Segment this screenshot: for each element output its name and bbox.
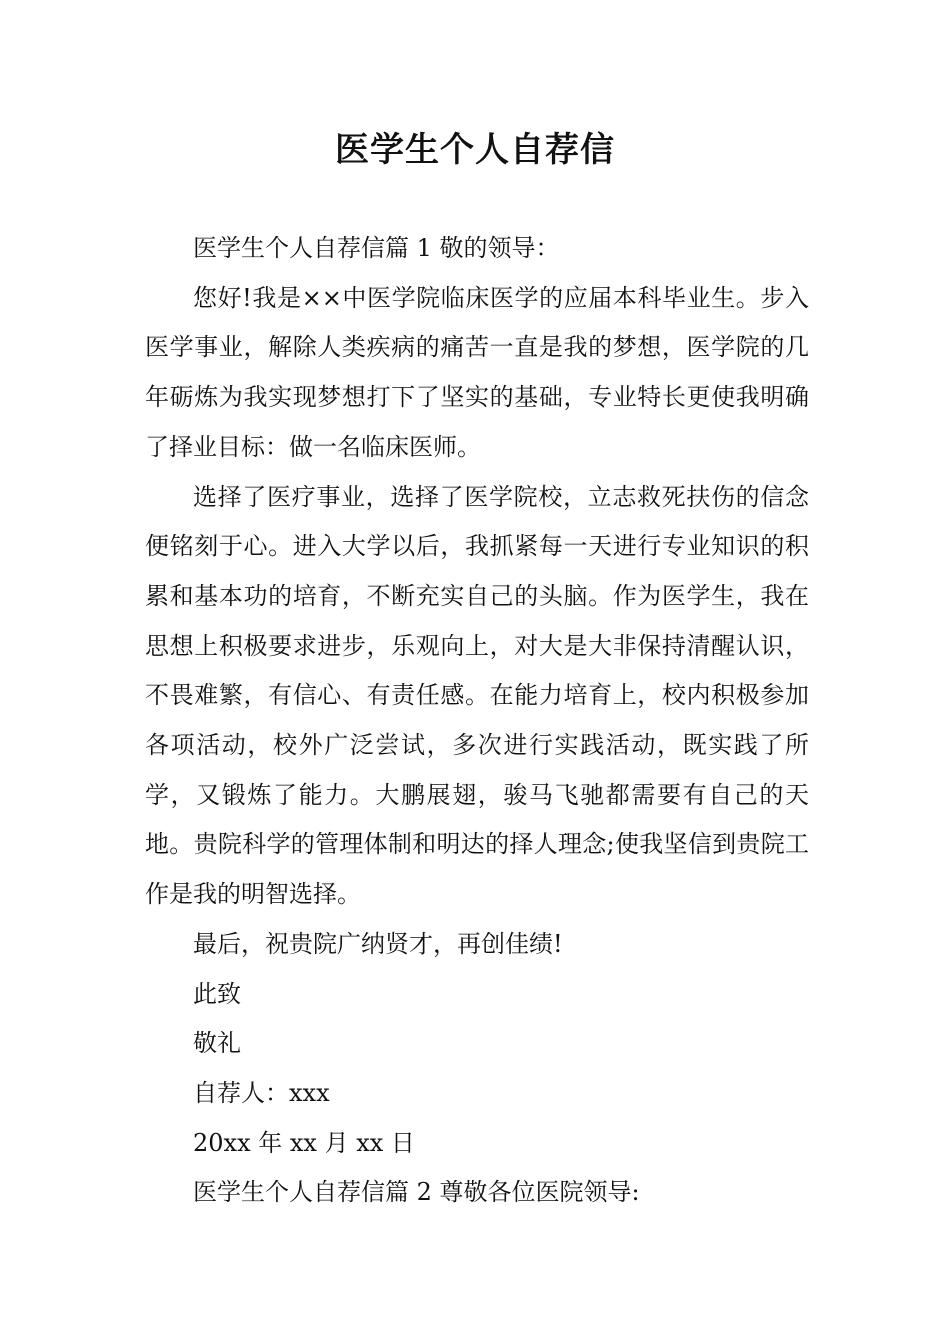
paragraph-date: 20xx 年 xx 月 xx 日 — [193, 1128, 415, 1157]
paragraph-greeting-2: 医学生个人自荐信篇 2 尊敬各位医院领导: — [193, 1178, 640, 1207]
paragraph-closing-wish: 最后，祝贵院广纳贤才，再创佳绩! — [193, 929, 563, 958]
paragraph-signature: 自荐人：xxx — [193, 1078, 330, 1107]
document-title: 医学生个人自荐信 — [335, 130, 615, 170]
paragraph-greeting-1: 医学生个人自荐信篇 1 敬的领导： — [193, 234, 560, 262]
paragraph-experience: 选择了医疗事业，选择了医学院校，立志救死扶伤的信念便铭刻于心。进入大学以后，我抓紧每一天进行专业知识的积累和基本功的培育，不断充实自己的头脑。作为医学生，我在思想上积极要求进步，乐观向上，对大是大非保持清醒认识，不畏难繁，有信心、有责任感。在能力培育上，校内积极参加各项活动，校外广泛尝试，多次进行实践活动，既实践了所学，又锻炼了能力。大鹏展翅，骏马飞驰都需要有自己的天地。贵院科学的管理体制和明达的择人理念;使我坚信到贵院工作是我的明智选择。 — [145, 482, 809, 909]
document-body — [145, 224, 809, 1218]
paragraph-salutation-1: 此致 — [193, 979, 241, 1008]
paragraph-salutation-2: 敬礼 — [193, 1029, 241, 1058]
paragraph-introduction: 您好!我是××中医学院临床医学的应届本科毕业生。步入医学事业，解除人类疾病的痛苦一直是我的梦想，医学院的几年砺炼为我实现梦想打下了坚实的基础，专业特长更使我明确了择业目标：做一名临床医师。 — [145, 283, 809, 461]
